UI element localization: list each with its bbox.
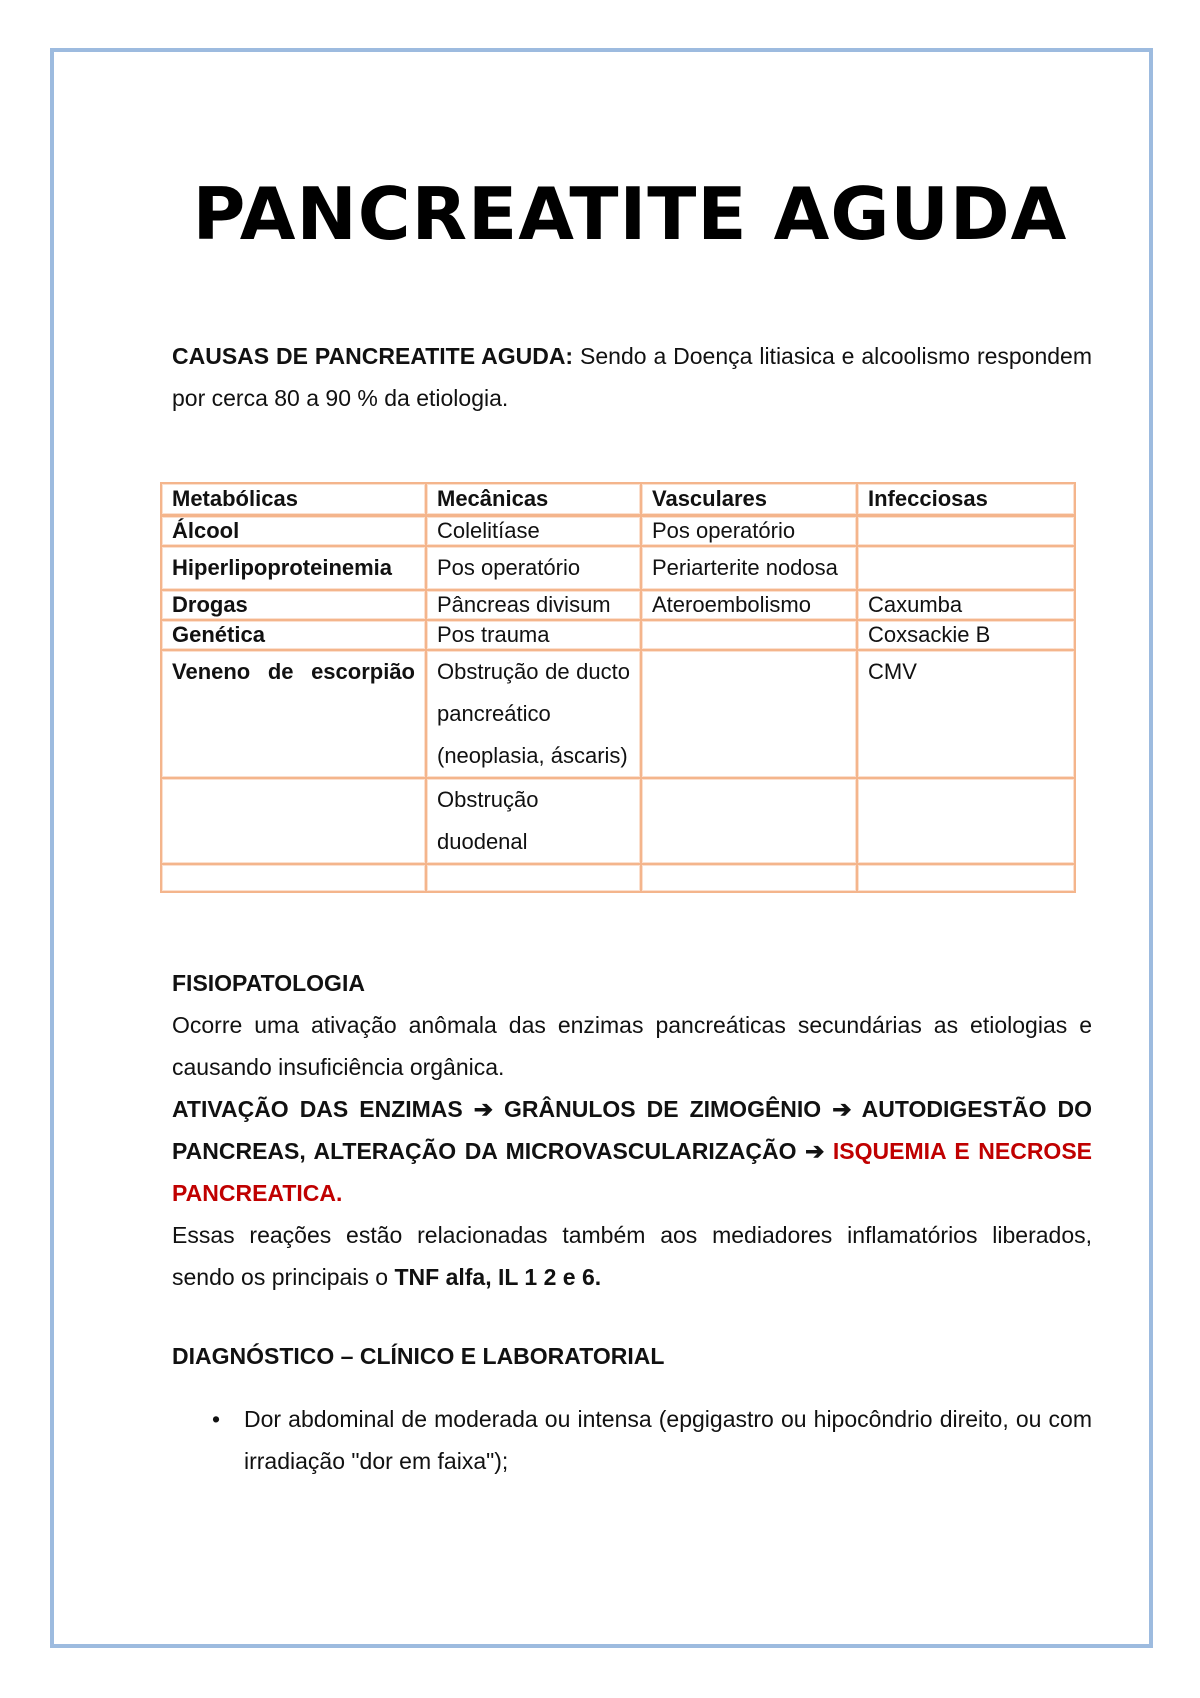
table-row [161, 516, 1075, 547]
mediators-paragraph [172, 1214, 1092, 1298]
table-header-cell: Vasculares [641, 483, 857, 516]
table-row [161, 546, 1075, 590]
diagnostico-heading-block [172, 1335, 1092, 1377]
table-cell: Genética [161, 620, 426, 650]
table-cell: CMV [857, 650, 1075, 778]
table-cell: Álcool [161, 516, 426, 547]
flow-step-highlight: ISQUEMIA E NECROSE PANCREATICA. [172, 1138, 1092, 1206]
table-row [161, 650, 1075, 778]
table-cell [641, 864, 857, 892]
list-item-text: Dor abdominal de moderada ou intensa (epgigastro ou hipocôndrio direito, ou com irradiação "dor em faixa"); [244, 1406, 1092, 1474]
fisiopatologia-paragraph: Ocorre uma ativação anômala das enzimas pancreáticas secundárias as etiologias e causando insuficiência orgânica. [172, 1012, 1092, 1080]
table-row [161, 864, 1075, 892]
diagnostico-list [172, 1398, 1092, 1482]
causes-table [160, 482, 1076, 893]
table-cell: Drogas [161, 590, 426, 620]
table-cell: Obstrução duodenal [426, 778, 641, 864]
intro-label: CAUSAS DE PANCREATITE AGUDA: [172, 343, 574, 369]
table-header-cell: Mecânicas [426, 483, 641, 516]
table-cell: Pos trauma [426, 620, 641, 650]
table-cell: Pâncreas divisum [426, 590, 641, 620]
intro-text: Sendo a Doença litiasica e alcoolismo respondem por cerca 80 a 90 % da etiologia. [172, 343, 1093, 411]
arrow-right-icon: ➔ [805, 1138, 825, 1164]
flow-step: AUTODIGESTÃO DO PANCREAS, ALTERAÇÃO DA MICROVASCULARIZAÇÃO [172, 1096, 1093, 1164]
table-cell [641, 778, 857, 864]
mediators-bold: TNF alfa, IL 1 2 e 6. [394, 1264, 602, 1290]
table-cell [641, 620, 857, 650]
table-cell: Ateroembolismo [641, 590, 857, 620]
table-cell: Caxumba [857, 590, 1075, 620]
arrow-right-icon: ➔ [832, 1096, 852, 1122]
bullet-icon: • [212, 1406, 221, 1432]
fisiopatologia-section [172, 962, 1092, 1298]
table-cell: Pos operatório [641, 516, 857, 547]
table-cell: Hiperlipoproteinemia [161, 546, 426, 590]
table-header-row [161, 483, 1075, 516]
document-title: PANCREATITE AGUDA [192, 172, 1068, 256]
intro-paragraph [172, 335, 1092, 419]
table-row [161, 590, 1075, 620]
table-cell [857, 864, 1075, 892]
table-cell: Periarterite nodosa [641, 546, 857, 590]
table-row [161, 778, 1075, 864]
flow-step: ATIVAÇÃO DAS ENZIMAS [172, 1096, 463, 1122]
table-header-cell: Metabólicas [161, 483, 426, 516]
list-item [172, 1398, 1092, 1482]
table-cell: Coxsackie B [857, 620, 1075, 650]
table-cell [857, 516, 1075, 547]
table-cell [857, 546, 1075, 590]
table-cell [161, 864, 426, 892]
fisiopatologia-heading: FISIOPATOLOGIA [172, 970, 365, 996]
mechanism-flow [172, 1088, 1092, 1214]
mediators-text: Essas reações estão relacionadas também aos mediadores inflamatórios liberados, sendo os principais o [172, 1222, 1092, 1290]
arrow-right-icon: ➔ [473, 1096, 494, 1122]
table-cell: Colelitíase [426, 516, 641, 547]
diagnostico-heading: DIAGNÓSTICO – CLÍNICO E LABORATORIAL [172, 1343, 665, 1369]
flow-step: GRÂNULOS DE ZIMOGÊNIO [504, 1096, 822, 1122]
table-header-cell: Infecciosas [857, 483, 1075, 516]
table-cell [857, 778, 1075, 864]
table-cell [161, 778, 426, 864]
table-row [161, 620, 1075, 650]
table-cell: Veneno de escorpião [161, 650, 426, 778]
table-cell: Pos operatório [426, 546, 641, 590]
table-cell [641, 650, 857, 778]
table-cell [426, 864, 641, 892]
table-cell: Obstrução de ducto pancreático (neoplasia, áscaris) [426, 650, 641, 778]
